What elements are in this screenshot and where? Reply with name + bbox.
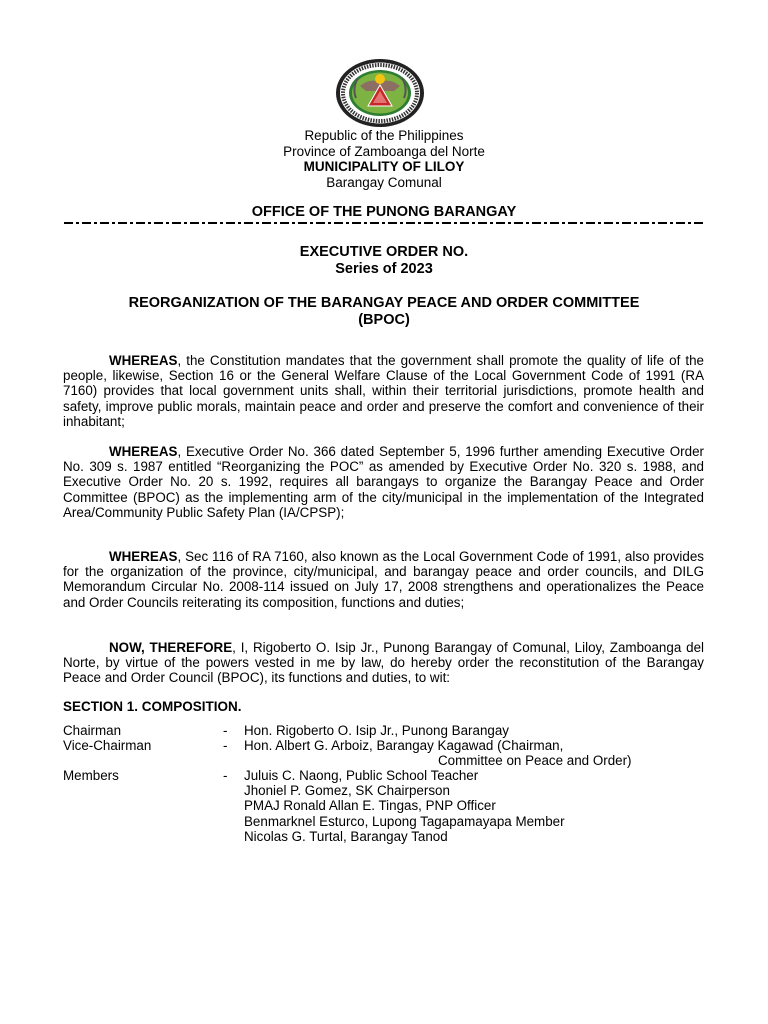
composition-name: PMAJ Ronald Allan E. Tingas, PNP Officer — [244, 798, 496, 814]
executive-order-heading — [0, 244, 768, 278]
paragraph-lead: WHEREAS — [109, 444, 178, 459]
paragraph-text: , the Constitution mandates that the government shall promote the quality of life of the people, likewise, Section 16 or the General Welfare Clause of the Local Government Code of 1991 (RA 7160) provides that local government units shall, within their territorial jurisdictions, promote health and safety, improve public morals, maintain peace and order and preserve the comfort and convenience of their inhabitant; — [63, 353, 704, 429]
paragraph-text: , Sec 116 of RA 7160, also known as the Local Government Code of 1991, also provides for the organization of the province, city/municipal, and barangay peace and order councils, and DILG Memorandum Circular No. 2008-114 issued on July 17, 2008 strengthens and operationalizes the Peace and Order Councils reiterating its composition, functions and duties; — [63, 549, 704, 610]
composition-role: Vice-Chairman — [63, 738, 152, 753]
paragraph-lead: NOW, THEREFORE — [109, 640, 233, 655]
composition-names — [244, 723, 509, 738]
whereas-paragraph-1 — [63, 353, 704, 429]
order-title-line2: (BPOC) — [358, 312, 410, 328]
composition-name: Juluis C. Naong, Public School Teacher — [244, 768, 479, 783]
whereas-paragraph-2 — [63, 444, 704, 520]
barangay-seal-logo — [334, 58, 426, 128]
composition-name: Jhoniel P. Gomez, SK Chairperson — [244, 783, 450, 799]
paragraph-lead: WHEREAS — [109, 549, 178, 564]
letterhead — [0, 128, 768, 190]
paragraph-text: , I, Rigoberto O. Isip Jr., Punong Barangay of Comunal, Liloy, Zamboanga del Norte, by virtue of the powers vested in me by law, do hereby order the reconstitution of the Barangay Peace and Order Council (BPOC), its functions and duties, to wit: — [63, 640, 704, 686]
executive-order-number: EXECUTIVE ORDER NO. — [299, 244, 469, 260]
section-1-heading: SECTION 1. COMPOSITION. — [63, 699, 242, 714]
composition-dash: - — [223, 723, 228, 738]
order-title — [40, 295, 728, 329]
letterhead-province: Province of Zamboanga del Norte — [283, 143, 485, 159]
composition-dash: - — [223, 768, 228, 783]
letterhead-municipality: MUNICIPALITY OF LILOY — [303, 159, 465, 174]
composition-names — [244, 738, 632, 768]
composition-names — [244, 768, 565, 844]
order-title-line1: REORGANIZATION OF THE BARANGAY PEACE AND ORDER COMMITTEE — [128, 295, 640, 311]
letterhead-republic: Republic of the Philippines — [304, 128, 464, 143]
executive-order-series: Series of 2023 — [335, 261, 433, 277]
composition-role: Chairman — [63, 723, 122, 738]
composition-dash: - — [223, 738, 228, 753]
letterhead-barangay: Barangay Comunal — [326, 174, 442, 190]
dashed-divider — [64, 221, 705, 225]
composition-name: Benmarknel Esturco, Lupong Tagapamayapa Member — [244, 813, 565, 829]
paragraph-text: , Executive Order No. 366 dated September 5, 1996 further amending Executive Order No. 309 s. 1987 entitled “Reorganizing the POC” as amended by Executive Order No. 320 s. 1988, and Executive Order No. 20 s. 1992, requires all barangays to organize the Barangay Peace and Order Committee (BPOC) as the implementing arm of the city/municipal in the implementation of the Integrated Area/Community Public Safety Plan (IA/CPSP); — [63, 444, 704, 520]
composition-role: Members — [63, 768, 119, 783]
office-heading: OFFICE OF THE PUNONG BARANGAY — [251, 204, 517, 220]
composition-name: Hon. Albert G. Arboiz, Barangay Kagawad (Chairman, — [244, 738, 564, 753]
composition-name: Hon. Rigoberto O. Isip Jr., Punong Barangay — [244, 723, 509, 738]
composition-name: Nicolas G. Turtal, Barangay Tanod — [244, 828, 448, 844]
whereas-paragraph-3 — [63, 549, 704, 610]
composition-name-continuation: Committee on Peace and Order) — [438, 753, 632, 769]
paragraph-lead: WHEREAS — [109, 353, 178, 368]
now-therefore-paragraph — [63, 640, 704, 686]
